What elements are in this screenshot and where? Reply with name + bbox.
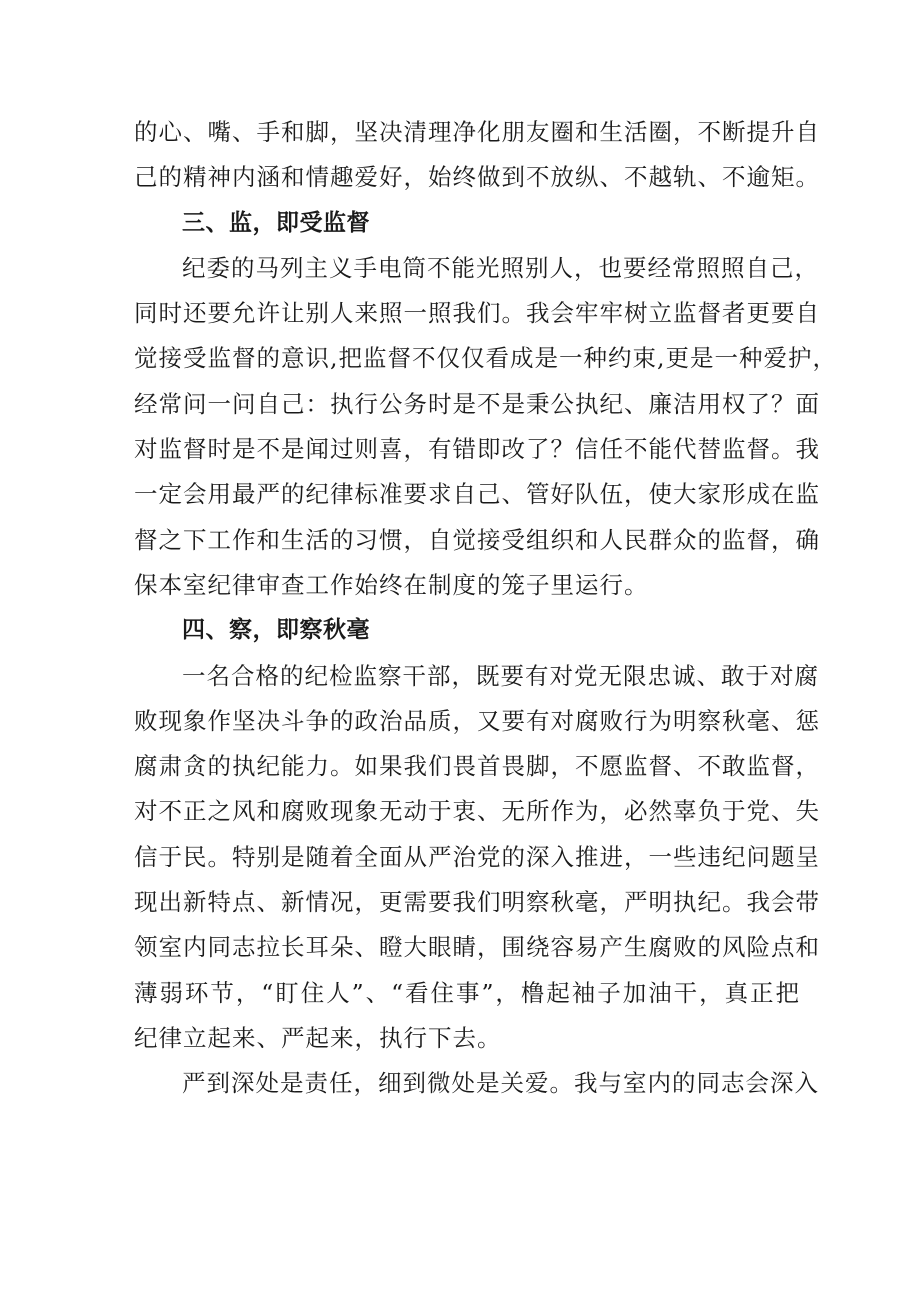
body-line: 觉接受监督的意识,把监督不仅仅看成是一种约束,更是一种爱护， [134,344,837,373]
body-line: 败现象作坚决斗争的政治品质，又要有对腐败行为明察秋毫、惩 [134,706,820,735]
body-line: 经常问一问自己：执行公务时是不是秉公执纪、廉洁用权了？面 [134,389,820,418]
body-line: 领室内同志拉长耳朵、瞪大眼睛，围绕容易产生腐败的风险点和 [134,933,820,962]
section-heading-inspection: 四、察，即察秋毫 [182,617,370,644]
body-line: 的心、嘴、手和脚，坚决清理净化朋友圈和生活圈，不断提升自 [134,118,820,146]
body-line: 现出新特点、新情况，更需要我们明察秋毫，严明执纪。我会带 [134,888,820,917]
body-line: 腐肃贪的执纪能力。如果我们畏首畏脚，不愿监督、不敢监督， [134,752,820,781]
body-line: 同时还要允许让别人来照一照我们。我会牢牢树立监督者更要自 [134,299,820,328]
body-line: 保本室纪律审查工作始终在制度的笼子里运行。 [134,570,649,599]
body-line: 一定会用最严的纪律标准要求自己、管好队伍，使大家形成在监 [134,480,820,509]
document-body [134,110,837,1107]
body-line: 纪委的马列主义手电筒不能光照别人，也要经常照照自己， [182,253,819,282]
body-line: 严到深处是责任，细到微处是关爱。我与室内的同志会深入 [182,1069,819,1098]
body-line: 督之下工作和生活的习惯，自觉接受组织和人民群众的监督，确 [134,525,820,554]
body-line: 一名合格的纪检监察干部，既要有对党无限忠诚、敢于对腐 [182,661,819,690]
body-line: 信于民。特别是随着全面从严治党的深入推进，一些违纪问题呈 [134,842,820,871]
body-line: 对不正之风和腐败现象无动于衷、无所作为，必然辜负于党、失 [134,797,820,826]
body-line: 对监督时是不是闻过则喜，有错即改了？信任不能代替监督。我 [134,435,820,464]
body-line: 薄弱环节，“盯住人”、“看住事”，橹起袖子加油干，真正把 [134,978,800,1007]
body-line: 纪律立起来、严起来，执行下去。 [134,1023,502,1052]
section-heading-supervision: 三、监，即受监督 [182,209,370,236]
body-line: 己的精神内涵和情趣爱好，始终做到不放纵、不越轨、不逾矩。 [134,163,820,192]
